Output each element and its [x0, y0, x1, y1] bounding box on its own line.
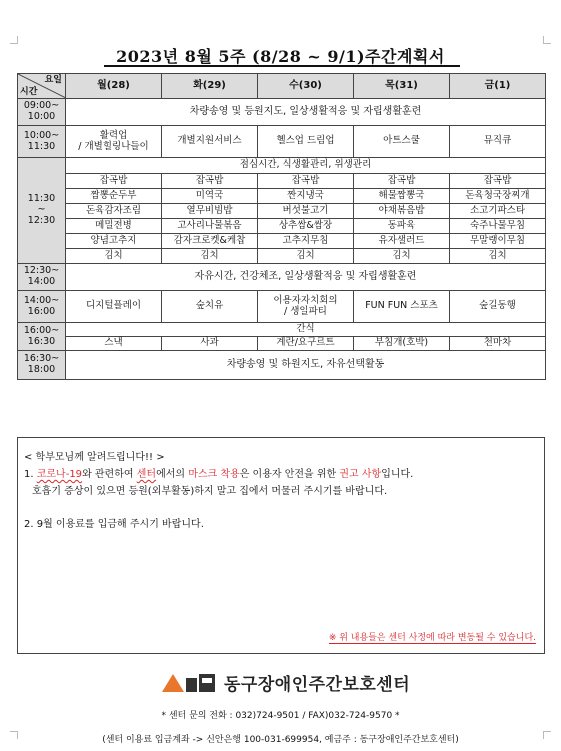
center-text: 센터 — [136, 469, 157, 480]
menu-cell: 김치 — [66, 249, 162, 264]
contact-info: * 센터 문의 전화 : 032)724-9501 / FAX)032-724-9570 * — [161, 711, 400, 721]
covid-text: 코로나-19 — [36, 469, 83, 480]
table-header-row — [18, 74, 546, 99]
corner-header-cell — [18, 74, 66, 99]
recommendation-text: 권고 사항 — [339, 469, 382, 480]
menu-cell: 동파육 — [354, 219, 450, 234]
table-row — [18, 264, 546, 291]
menu-cell: 메밀전병 — [66, 219, 162, 234]
crop-mark-top-right — [543, 36, 551, 44]
menu-row — [18, 174, 546, 189]
menu-cell: 해물짬뽕국 — [354, 189, 450, 204]
menu-cell: 열무비빔밥 — [162, 204, 258, 219]
menu-cell: 유자샐러드 — [354, 234, 450, 249]
mask-text: 마스크 착용 — [188, 469, 240, 480]
notice-box — [17, 437, 545, 654]
menu-cell: 숙주나물무침 — [450, 219, 546, 234]
menu-cell: 김치 — [162, 249, 258, 264]
menu-cell: 고사리나물볶음 — [162, 219, 258, 234]
title-underline — [104, 65, 460, 67]
activity-cell: 개별지원서비스 — [162, 126, 258, 158]
activity-cell: FUN FUN 스포츠 — [354, 291, 450, 323]
notice-text: 입니다. — [381, 469, 414, 480]
table-row — [18, 126, 546, 158]
table-row — [18, 158, 546, 174]
activity-cell: 차량송영 및 등원지도, 일상생활적응 및 자립생활훈련 — [66, 99, 546, 126]
activity-cell: 뮤직큐 — [450, 126, 546, 158]
activity-cell: 자유시간, 건강체조, 일상생활적응 및 자립생활훈련 — [66, 264, 546, 291]
menu-row — [18, 189, 546, 204]
day-header-wed: 수(30) — [258, 74, 354, 99]
notice-item-1-line2: 호흡기 증상이 있으면 등원(외부활동)하지 말고 집에서 머물러 주시기를 바랍니다. — [32, 486, 388, 497]
menu-cell: 소고기파스타 — [450, 204, 546, 219]
menu-cell: 김치 — [258, 249, 354, 264]
menu-cell: 짬뽕순두부 — [66, 189, 162, 204]
activity-cell: 숲치유 — [162, 291, 258, 323]
menu-cell: 잡곡밥 — [450, 174, 546, 189]
table-row — [18, 291, 546, 323]
activity-cell: 점심시간, 식생활관리, 위생관리 — [66, 158, 546, 174]
activity-cell: 헬스업 드림업 — [258, 126, 354, 158]
time-cell: 09:00~ 10:00 — [18, 99, 66, 126]
menu-cell: 김치 — [354, 249, 450, 264]
time-cell: 11:30 ~ 12:30 — [18, 158, 66, 264]
notice-text: 와 관련하여 — [82, 469, 137, 480]
crop-mark-top-left — [10, 36, 18, 44]
menu-cell: 잡곡밥 — [354, 174, 450, 189]
menu-cell: 잡곡밥 — [162, 174, 258, 189]
notice-text: 은 이용자 안전을 위한 — [239, 469, 340, 480]
time-cell: 16:00~ 16:30 — [18, 323, 66, 351]
menu-row — [18, 219, 546, 234]
activity-cell: 아트스쿨 — [354, 126, 450, 158]
menu-row — [18, 249, 546, 264]
menu-cell: 김치 — [450, 249, 546, 264]
notice-item-1 — [24, 465, 413, 480]
menu-cell: 돈육청국장찌개 — [450, 189, 546, 204]
corner-time-label: 시간 — [20, 86, 38, 97]
center-logo-icon — [160, 670, 218, 694]
day-header-tue: 화(29) — [162, 74, 258, 99]
activity-cell: 차량송영 및 하원지도, 자유선택활동 — [66, 351, 546, 380]
change-notice: ※ 위 내용들은 센터 사정에 따라 변동될 수 있습니다. — [329, 630, 536, 644]
snack-cell: 사과 — [162, 337, 258, 351]
menu-row — [18, 204, 546, 219]
menu-cell: 잡곡밥 — [66, 174, 162, 189]
day-header-mon: 월(28) — [66, 74, 162, 99]
time-cell: 12:30~ 14:00 — [18, 264, 66, 291]
menu-cell: 버섯불고기 — [258, 204, 354, 219]
menu-cell: 고추지무침 — [258, 234, 354, 249]
activity-cell: 디지털플레이 — [66, 291, 162, 323]
notice-item-2: 2. 9월 이용료를 입금해 주시기 바랍니다. — [24, 519, 204, 530]
time-cell: 16:30~ 18:00 — [18, 351, 66, 380]
account-info: (센터 이용료 입금계좌 -> 신안은행 100-031-699954, 예금주 : 동구장애인주간보호센터) — [102, 735, 459, 745]
activity-cell: 숲길동행 — [450, 291, 546, 323]
menu-cell: 짠지냉국 — [258, 189, 354, 204]
menu-cell: 감자크로켓&케찹 — [162, 234, 258, 249]
snack-cell: 부침개(호박) — [354, 337, 450, 351]
snack-cell: 스낵 — [66, 337, 162, 351]
activity-cell: 활력업 / 개별힐링나들이 — [66, 126, 162, 158]
page-title: 2023년 8월 5주 (8/28 ~ 9/1)주간계획서 — [116, 47, 445, 66]
table-row — [18, 351, 546, 380]
menu-cell: 돈육감자조림 — [66, 204, 162, 219]
menu-cell: 미역국 — [162, 189, 258, 204]
corner-day-label: 요일 — [44, 75, 62, 85]
center-name: 동구장애인주간보호센터 — [224, 674, 411, 695]
table-row — [18, 323, 546, 337]
notice-text: 에서의 — [156, 469, 189, 480]
menu-row — [18, 234, 546, 249]
snack-row — [18, 337, 546, 351]
notice-heading: < 학부모님께 알려드립니다!! > — [24, 452, 165, 463]
menu-cell: 잡곡밥 — [258, 174, 354, 189]
weekly-plan-table — [17, 73, 546, 380]
menu-cell: 야채볶음밥 — [354, 204, 450, 219]
day-header-fri: 금(1) — [450, 74, 546, 99]
center-logo — [160, 669, 410, 695]
activity-cell: 이용자자치회의 / 생일파티 — [258, 291, 354, 323]
day-header-thu: 목(31) — [354, 74, 450, 99]
time-cell: 14:00~ 16:00 — [18, 291, 66, 323]
menu-cell: 무말랭이무침 — [450, 234, 546, 249]
menu-cell: 상추쌈&쌈장 — [258, 219, 354, 234]
item-number: 1. — [24, 469, 37, 480]
time-cell: 10:00~ 11:30 — [18, 126, 66, 158]
table-row — [18, 99, 546, 126]
snack-cell: 계란/요구르트 — [258, 337, 354, 351]
snack-cell: 천마차 — [450, 337, 546, 351]
activity-cell: 간식 — [66, 323, 546, 337]
menu-cell: 양념고추지 — [66, 234, 162, 249]
